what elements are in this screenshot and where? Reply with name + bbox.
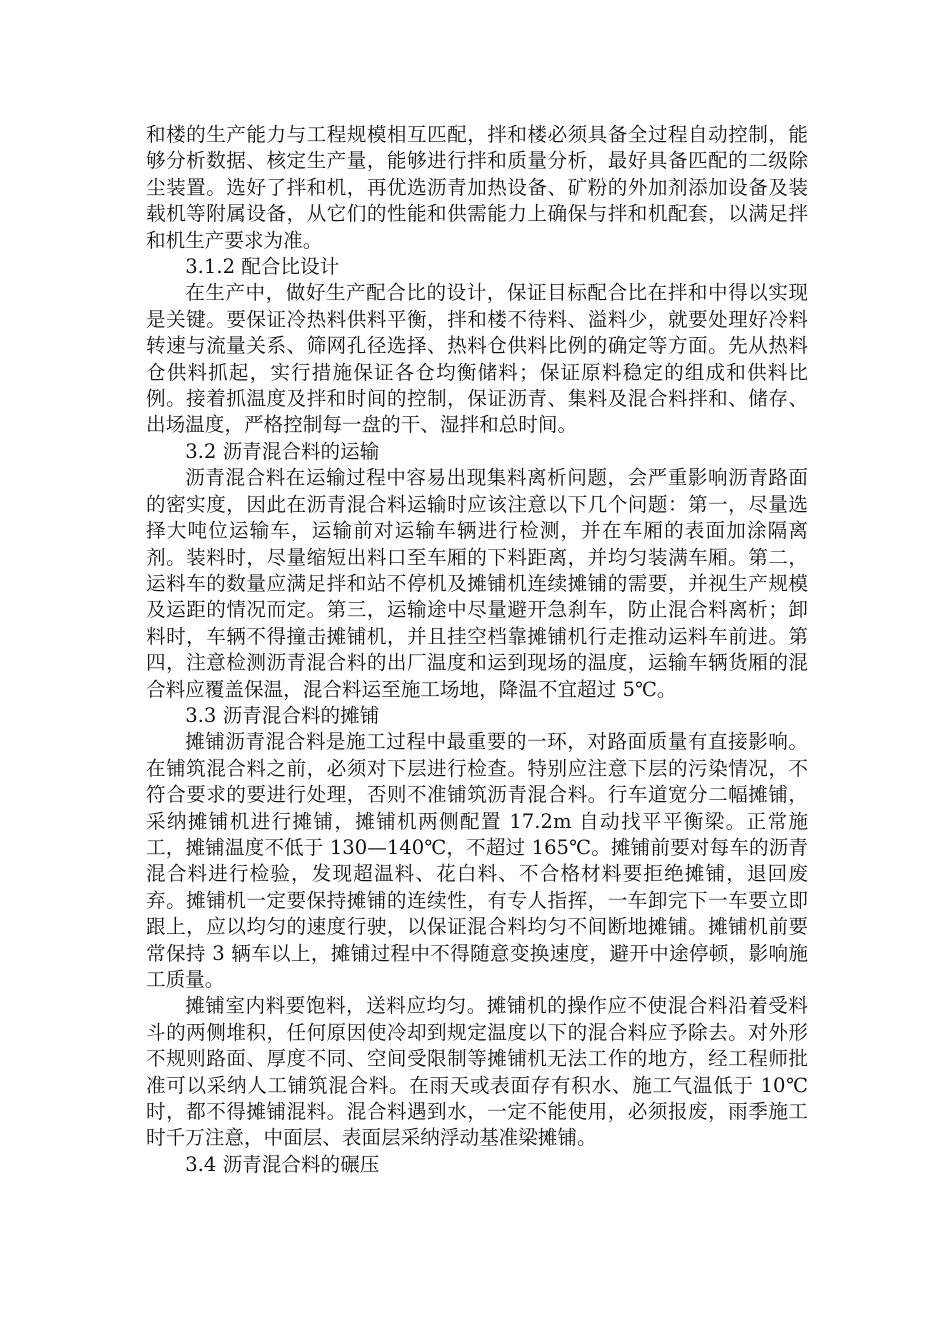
- paragraph-transport: 沥青混合料在运输过程中容易出现集料离析问题，会严重影响沥青路面的密实度，因此在沥青混合料运输时应该注意以下几个问题：第一，尽量选择大吨位运输车，运输前对运输车辆进行检测，并在车厢的表面加涂隔离剂。装料时，尽量缩短出料口至车厢的下料距离，并均匀装满车厢。第二，运料车的数量应满足拌和站不停机及摊铺机连续摊铺的需要，并视生产规模及运距的情况而定。第三，运输途中尽量避开急刹车，防止混合料离析；卸料时，车辆不得撞击摊铺机，并且挂空档靠摊铺机行走推动运料车前进。第四，注意检测沥青混合料的出厂温度和运到现场的温度，运输车辆货厢的混合料应覆盖保温，混合料运至施工场地，降温不宜超过 5℃。: [146, 466, 808, 701]
- heading-3-1-2: 3.1.2 配合比设计: [185, 255, 340, 279]
- heading-3-2: 3.2 沥青混合料的运输: [185, 439, 380, 463]
- paragraph-paving-2: 摊铺室内料要饱料，送料应均匀。摊铺机的操作应不使混合料沿着受料斗的两侧堆积，任何原因使冷却到规定温度以下的混合料应予除去。对外形不规则路面、厚度不同、空间受限制等摊铺机无法工作的地方，经工程师批准可以采纳人工铺筑混合料。在雨天或表面存有积水、施工气温低于 10℃时，都不得摊铺混料。混合料遇到水，一定不能使用，必须报废，雨季施工时千万注意，中面层、表面层采纳浮动基准梁摊铺。: [146, 994, 808, 1150]
- document-page: [146, 122, 808, 1178]
- heading-3-4: 3.4 沥青混合料的碾压: [185, 1152, 380, 1176]
- heading-3-3: 3.3 沥青混合料的摊铺: [185, 703, 380, 727]
- paragraph-paving-1: 摊铺沥青混合料是施工过程中最重要的一环，对路面质量有直接影响。在铺筑混合料之前，必须对下层进行检查。特别应注意下层的污染情况，不符合要求的要进行处理，否则不准铺筑沥青混合料。行车道宽分二幅摊铺，采纳摊铺机进行摊铺，摊铺机两侧配置 17.2m 自动找平平衡梁。正常施工，摊铺温度不低于 130—140℃，不超过 165℃。摊铺前要对每车的沥青混合料进行检验，发现超温料、花白料、不合格材料要拒绝摊铺，退回废弃。摊铺机一定要保持摊铺的连续性，有专人指挥，一车卸完下一车要立即跟上，应以均匀的速度行驶，以保证混合料均匀不间断地摊铺。摊铺机前要常保持 3 辆车以上，摊铺过程中不得随意变换速度，避开中途停顿，影响施工质量。: [146, 730, 808, 991]
- paragraph-mix-design: 在生产中，做好生产配合比的设计，保证目标配合比在拌和中得以实现是关键。要保证冷热料供料平衡，拌和楼不待料、溢料少，就要处理好冷料转速与流量关系、筛网孔径选择、热料仓供料比例的确定等方面。先从热料仓供料抓起，实行措施保证各仓均衡储料；保证原料稳定的组成和供料比例。接着抓温度及拌和时间的控制，保证沥青、集料及混合料拌和、储存、出场温度，严格控制每一盘的干、湿拌和总时间。: [146, 281, 808, 437]
- paragraph-intro: 和楼的生产能力与工程规模相互匹配，拌和楼必须具备全过程自动控制，能够分析数据、核定生产量，能够进行拌和质量分析，最好具备匹配的二级除尘装置。选好了拌和机，再优选沥青加热设备、矿粉的外加剂添加设备及装载机等附属设备，从它们的性能和供需能力上确保与拌和机配套，以满足拌和机生产要求为准。: [146, 123, 808, 252]
